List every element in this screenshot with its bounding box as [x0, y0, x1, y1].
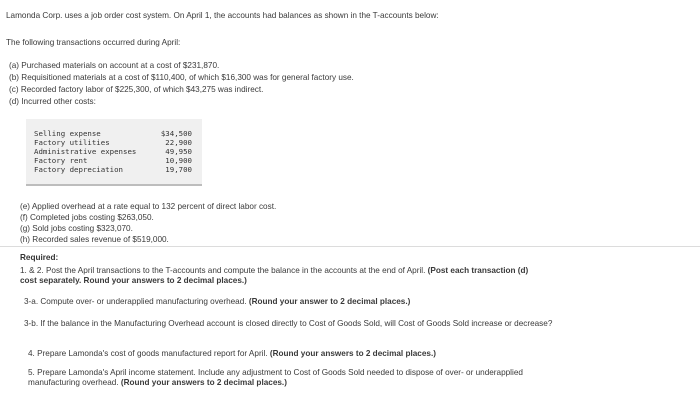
- transaction-h: (h) Recorded sales revenue of $519,000.: [20, 235, 169, 244]
- requirement-3a-instruction: (Round your answer to 2 decimal places.): [248, 297, 411, 306]
- transaction-d: (d) Incurred other costs:: [9, 97, 96, 106]
- requirement-4: [28, 349, 436, 359]
- cost-label-rent: Factory rent: [34, 156, 88, 165]
- requirement-5-text: 5. Prepare Lamonda's April income statement. Include any adjustment to Cost of Goods Sold needed to dispose of over- or underapplied manufacturing overhead.: [28, 368, 523, 387]
- transaction-g: (g) Sold jobs costing $323,070.: [20, 224, 133, 233]
- cost-value-rent: 10,900: [165, 156, 192, 165]
- cost-label-depreciation: Factory depreciation: [34, 165, 123, 174]
- cost-label-selling: Selling expense: [34, 129, 101, 138]
- other-costs-table: [26, 119, 202, 186]
- requirement-3a: [24, 297, 410, 307]
- cost-value-depreciation: 19,700: [165, 165, 192, 174]
- transaction-c: (c) Recorded factory labor of $225,300, of which $43,275 was indirect.: [9, 85, 264, 94]
- requirement-4-text: 4. Prepare Lamonda's cost of goods manufactured report for April.: [28, 349, 268, 358]
- cost-value-administrative: 49,950: [165, 147, 192, 156]
- transaction-b: (b) Requisitioned materials at a cost of $110,400, of which $16,300 was for general factory use.: [9, 73, 354, 82]
- cost-label-utilities: Factory utilities: [34, 138, 110, 147]
- cost-label-administrative: Administrative expenses: [34, 147, 137, 156]
- required-heading: Required:: [20, 253, 59, 262]
- requirement-5: [28, 368, 528, 388]
- requirement-3a-text: 3-a. Compute over- or underapplied manufacturing overhead.: [24, 297, 247, 306]
- problem-intro: Lamonda Corp. uses a job order cost system. On April 1, the accounts had balances as shown in the T-accounts below:: [6, 11, 439, 20]
- requirement-3b: 3-b. If the balance in the Manufacturing Overhead account is closed directly to Cost of Goods Sold, will Cost of Goods Sold increase or decrease?: [24, 319, 553, 328]
- requirement-5-instruction: (Round your answers to 2 decimal places.): [120, 378, 287, 387]
- requirement-1-2: [20, 266, 540, 286]
- cost-value-utilities: 22,900: [165, 138, 192, 147]
- transaction-f: (f) Completed jobs costing $263,050.: [20, 213, 154, 222]
- cost-value-selling: $34,500: [160, 129, 192, 138]
- requirement-1-2-instruction: (Post each transaction (d) cost separately. Round your answers to 2 decimal places.): [20, 266, 529, 285]
- transactions-lead: The following transactions occurred during April:: [6, 38, 181, 47]
- transaction-a: (a) Purchased materials on account at a cost of $231,870.: [9, 61, 220, 70]
- transaction-e: (e) Applied overhead at a rate equal to 132 percent of direct labor cost.: [20, 202, 277, 211]
- section-divider: [0, 246, 700, 247]
- requirement-4-instruction: (Round your answers to 2 decimal places.): [269, 349, 436, 358]
- requirement-1-2-text: 1. & 2. Post the April transactions to the T-accounts and compute the balance in the accounts at the end of April.: [20, 266, 426, 275]
